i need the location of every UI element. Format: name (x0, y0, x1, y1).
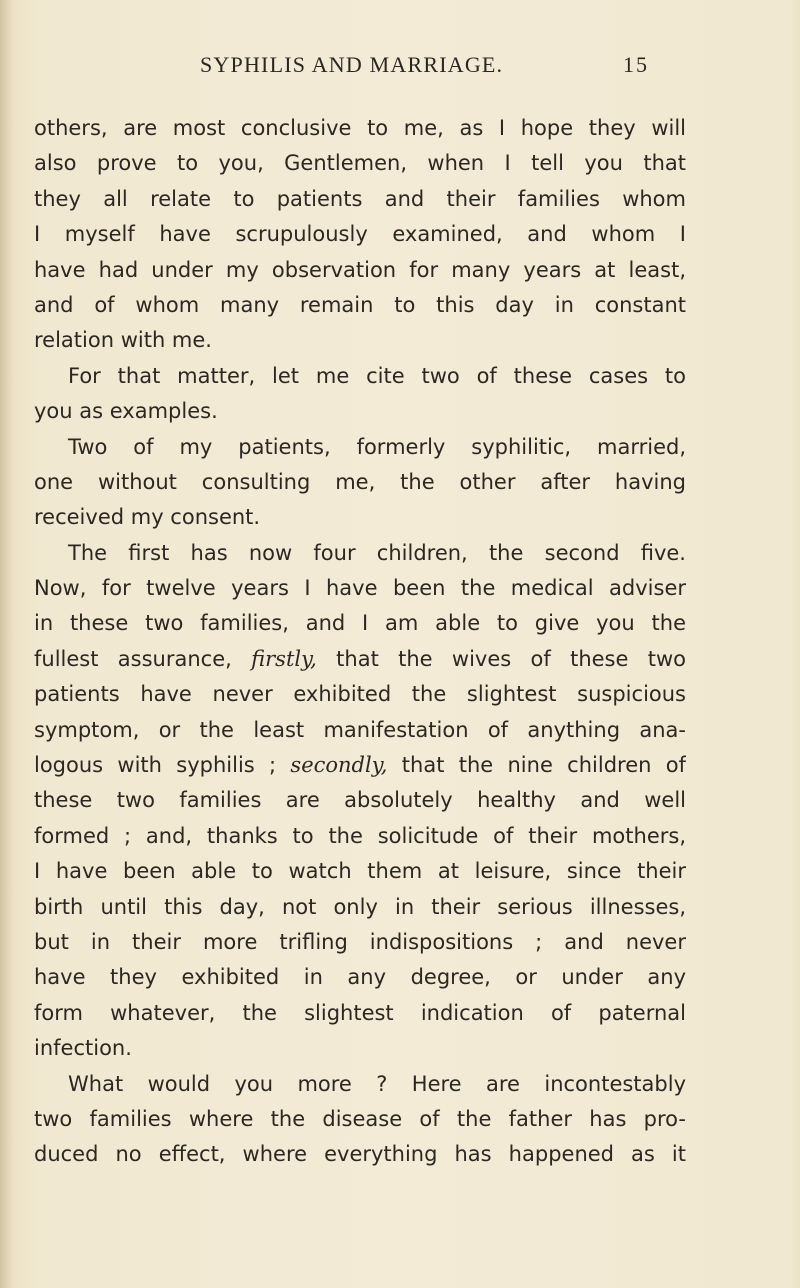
paragraph-end-line: relation with me. (34, 328, 212, 353)
text-line: also prove to you, Gentlemen, when I tell you that (34, 151, 686, 176)
text-line: one without consulting me, the other after having (34, 469, 686, 494)
paragraph-end-line: received my consent. (34, 505, 261, 530)
line-text: that the nine children of (387, 753, 686, 778)
emphasis-text: secondly, (290, 753, 388, 778)
line-text: that the wives of these two (316, 646, 686, 671)
line-text: fullest assurance, (34, 646, 252, 671)
text-line: have had under my observation for many years at least, (34, 257, 686, 282)
text-line: these two families are absolutely healthy and well (34, 788, 686, 813)
text-line: have they exhibited in any degree, or under any (34, 965, 686, 990)
text-line: and of whom many remain to this day in constant (34, 292, 686, 317)
text-line: I myself have scrupulously examined, and whom I (34, 222, 686, 247)
text-line: birth until this day, not only in their serious illnesses, (34, 894, 686, 919)
text-line: symptom, or the least manifestation of anything ana- (34, 717, 686, 742)
paragraph-start-line: For that matter, let me cite two of these cases to (68, 363, 686, 388)
emphasis-text: firstly, (251, 646, 317, 671)
paragraph-end-line: infection. (34, 1036, 132, 1061)
running-title: SYPHILIS AND MARRIAGE. (200, 52, 504, 77)
text-line: patients have never exhibited the slightest suspicious (34, 682, 686, 707)
paragraph-end-line: you as examples. (34, 399, 218, 424)
paragraph-start-line: The first has now four children, the second five. (68, 540, 686, 565)
text-line-with-emphasis (34, 642, 686, 677)
text-line: but in their more trifling indispositions ; and never (34, 929, 686, 954)
text-line: others, are most conclusive to me, as I hope they will (34, 116, 686, 140)
text-line: Now, for twelve years I have been the medical adviser (34, 576, 686, 601)
page-number: 15 (623, 52, 649, 77)
text-line: in these two families, and I am able to give you the (34, 611, 686, 636)
text-line: form whatever, the slightest indication of paternal (34, 1000, 686, 1025)
text-line: I have been able to watch them at leisure, since their (34, 859, 686, 884)
paragraph-start-line: Two of my patients, formerly syphilitic, married, (68, 434, 686, 459)
text-line: they all relate to patients and their families whom (34, 186, 686, 211)
body-text (34, 111, 686, 1173)
line-text: logous with syphilis ; (34, 753, 291, 778)
text-line: two families where the disease of the father has pro- (34, 1106, 686, 1131)
text-line: duced no effect, where everything has happened as it (34, 1142, 686, 1167)
text-line: formed ; and, thanks to the solicitude of their mothers, (34, 823, 686, 848)
page-binding-shadow (0, 0, 14, 1288)
paragraph-start-line: What would you more ? Here are incontestably (68, 1071, 686, 1096)
text-line-with-emphasis (34, 748, 686, 783)
